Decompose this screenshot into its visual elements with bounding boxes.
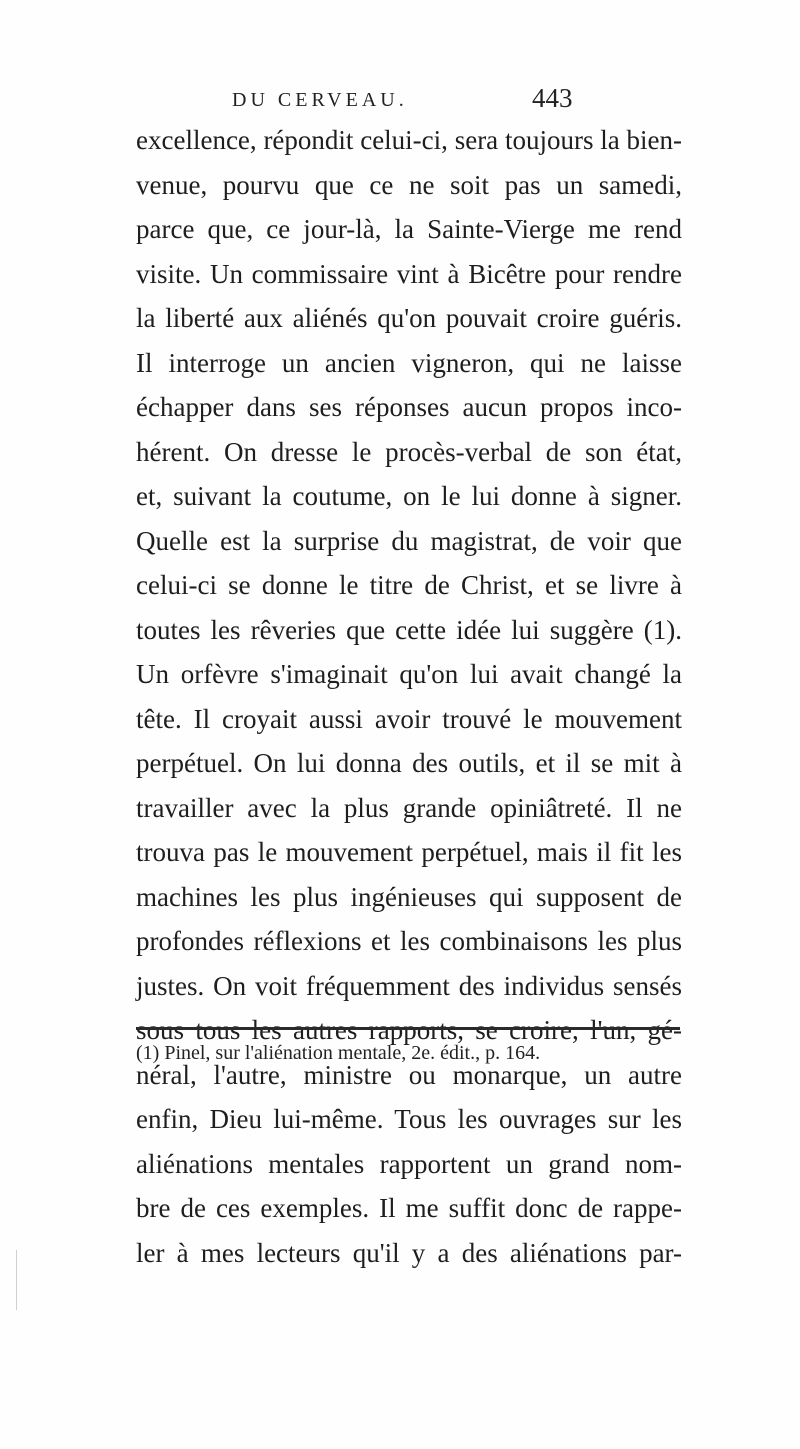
text-line: Il interroge un ancien vigneron, qui ne laisse [136,347,682,378]
page-number: 443 [532,83,573,113]
text-line: profondes réflexions et les combinaisons les plus [136,926,682,956]
text-line: justes. On voit fréquemment des individus sensés [136,970,682,1001]
text-line: bre de ces exemples. Il me suffit donc de rappe- [136,1193,682,1223]
text-line: et, suivant la coutume, on le lui donne à signer. [136,481,682,511]
scan-margin-mark [16,1250,17,1310]
text-line: ler à mes lecteurs qu'il y a des aliénations par- [136,1237,682,1268]
text-line: visite. Un commissaire vint à Bicêtre pour rendre [136,258,682,289]
text-line: parce que, ce jour-là, la Sainte-Vierge me rend [136,214,682,244]
text-line: aliénations mentales rapportent un grand nom- [136,1148,682,1179]
text-line: celui-ci se donne le titre de Christ, et se livre à [136,570,682,600]
text-line: hérent. On dresse le procès-verbal de son état, [136,436,682,467]
text-line: échapper dans ses réponses aucun propos inco- [136,392,682,422]
running-head: DU CERVEAU. [232,89,408,111]
text-line: tête. Il croyait aussi avoir trouvé le mouvement [136,703,682,734]
text-line: excellence, répondit celui-ci, sera toujours la bien- [136,125,682,155]
text-line: Quelle est la surprise du magistrat, de voir que [136,525,682,556]
text-line: travailler avec la plus grande opiniâtreté. Il ne [136,792,682,823]
text-line: perpétuel. On lui donna des outils, et il se mit à [136,748,682,778]
text-line: néral, l'autre, ministre ou monarque, un autre [136,1059,682,1090]
text-line: toutes les rêveries que cette idée lui suggère (1). [136,614,682,645]
page-header [0,83,800,123]
footnote-rule [136,1027,680,1030]
text-line: venue, pourvu que ce ne soit pas un samedi, [136,169,682,200]
text-line: Un orfèvre s'imaginait qu'on lui avait changé la [136,659,682,689]
text-line: la liberté aux aliénés qu'on pouvait croire guéris. [136,303,682,333]
text-line: machines les plus ingénieuses qui supposent de [136,881,682,912]
text-line: trouva pas le mouvement perpétuel, mais il fit les [136,837,682,867]
text-line: enfin, Dieu lui-même. Tous les ouvrages sur les [136,1104,682,1134]
text-line: sous tous les autres rapports, se croire, l'un, gé- [136,1015,682,1045]
footnote: (1) Pinel, sur l'aliénation mentale, 2e. édit., p. 164. [136,1042,541,1064]
body-text [136,118,682,1275]
